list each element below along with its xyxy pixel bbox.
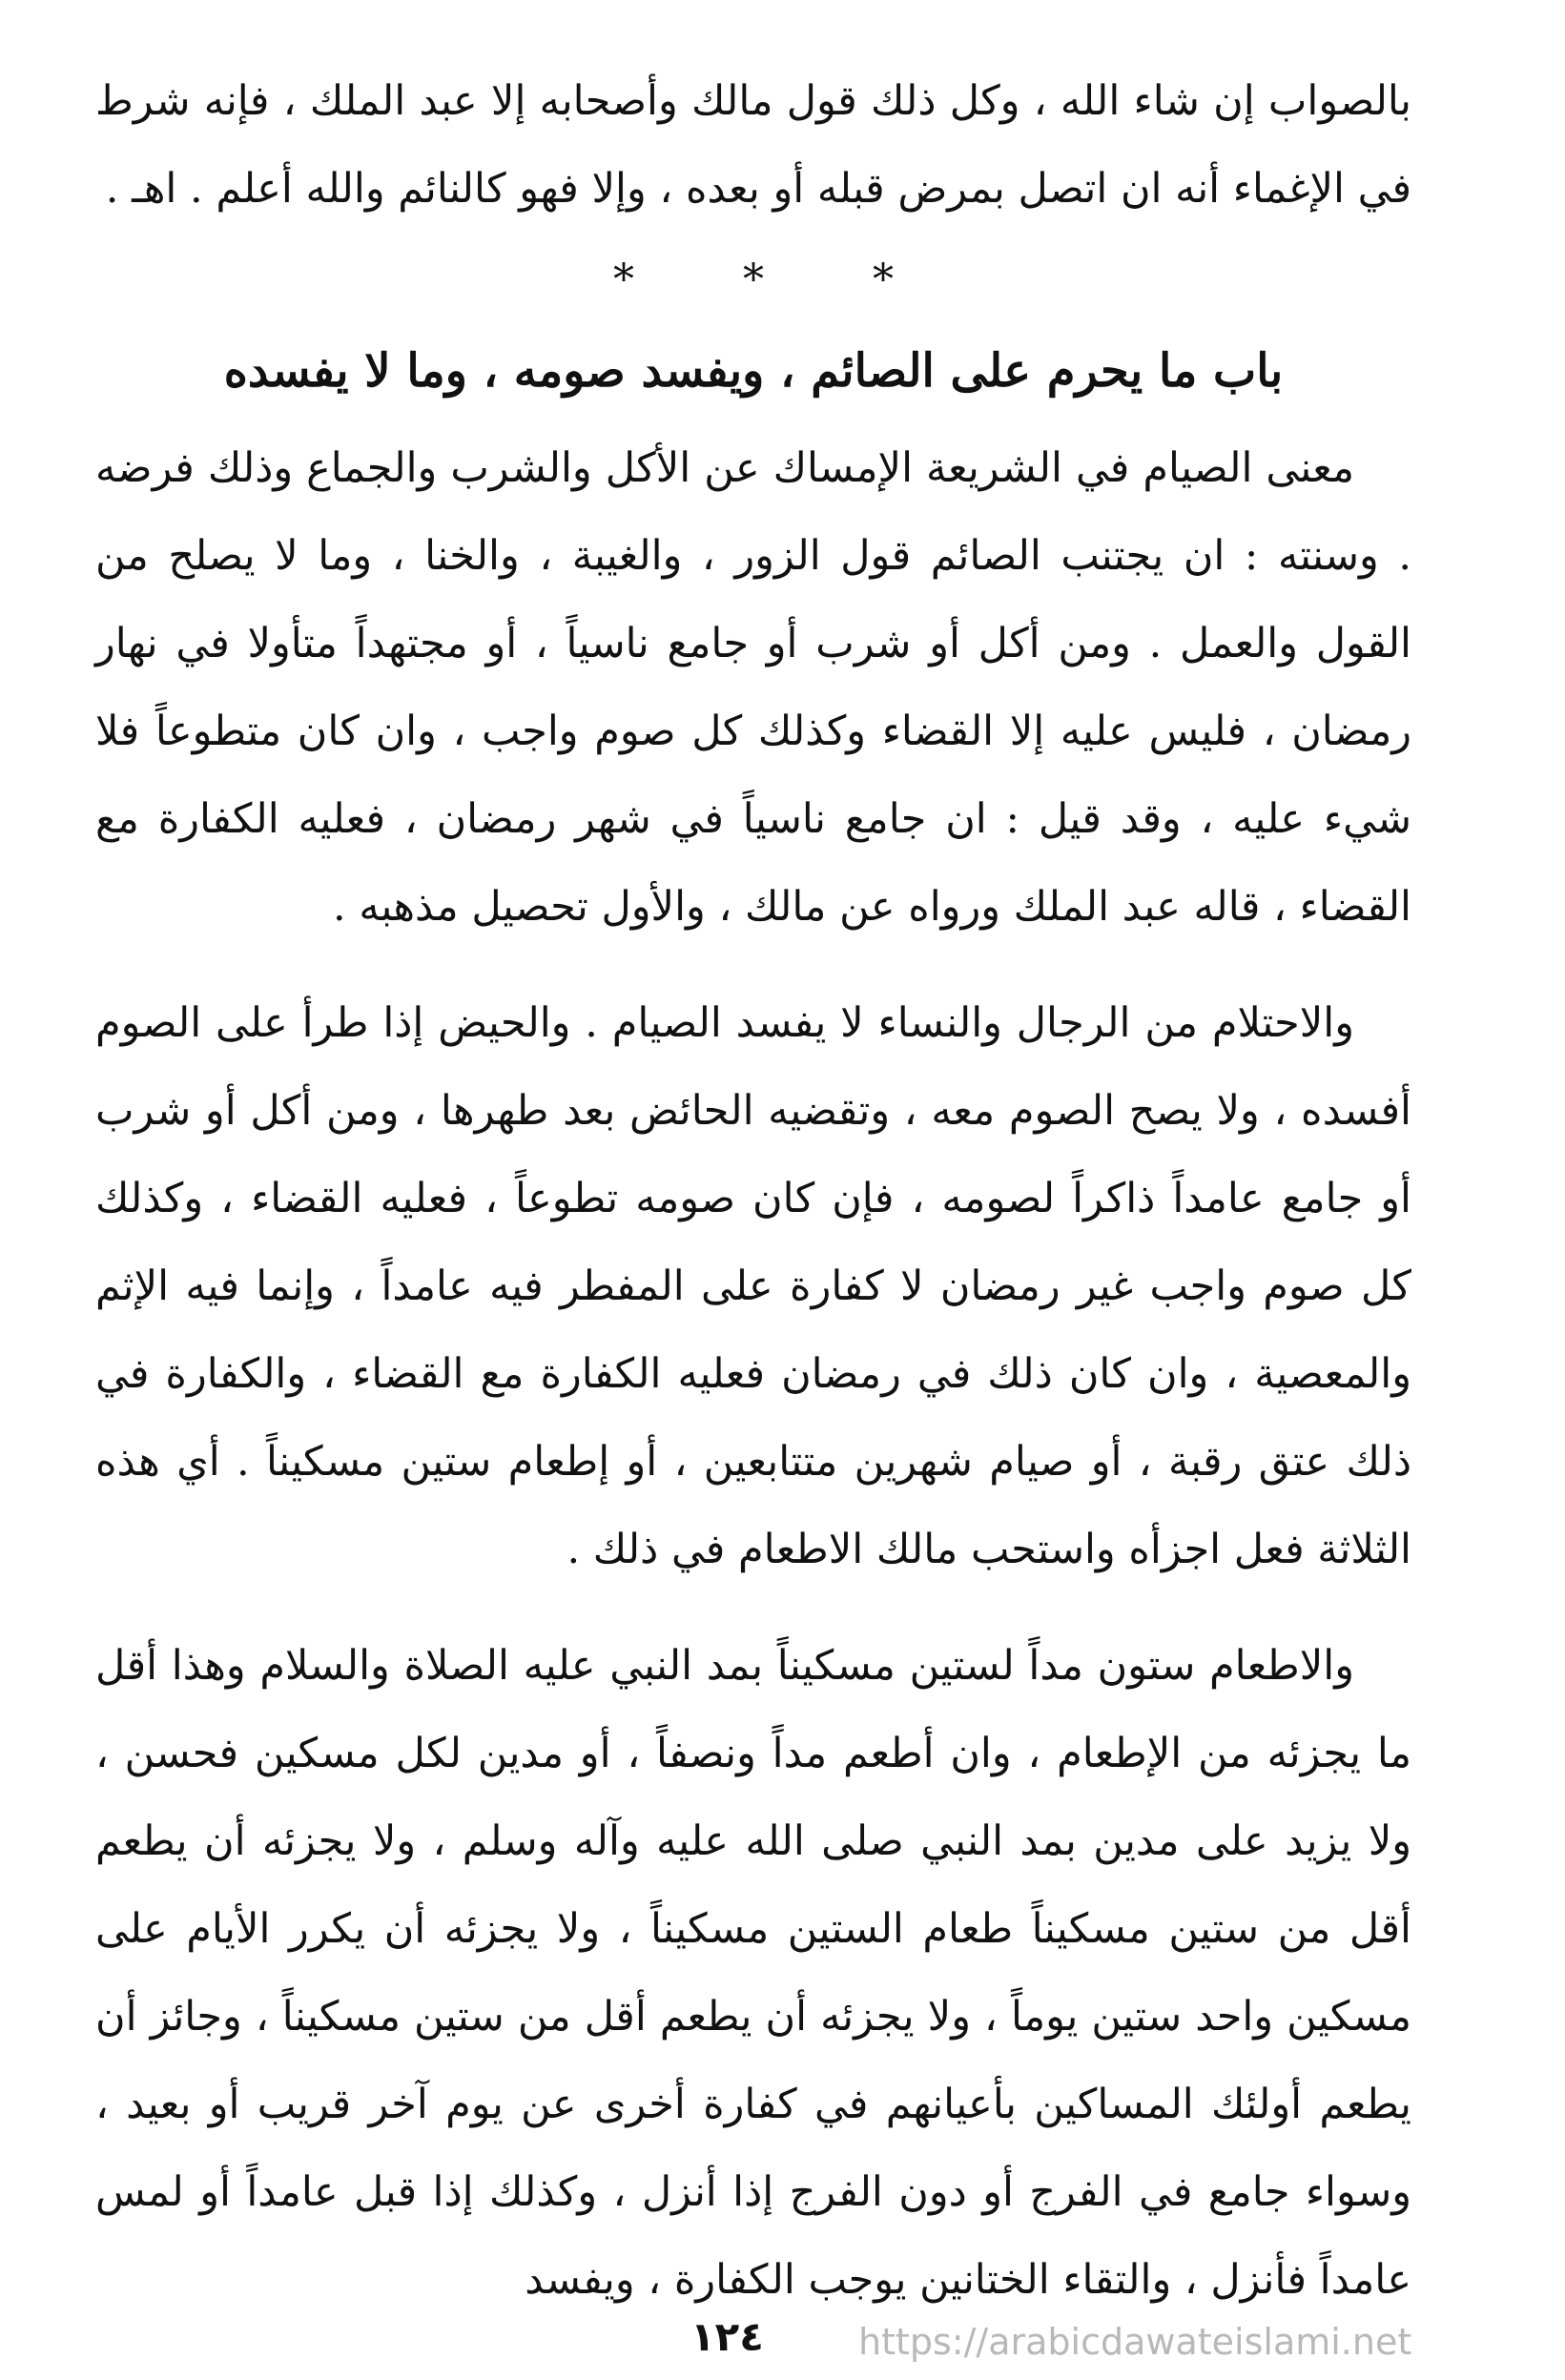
paragraph-gap	[95, 1593, 1411, 1622]
paragraph-gap	[95, 951, 1411, 979]
paragraph	[95, 424, 1411, 951]
paragraph-text: والاطعام ستون مداً لستين مسكيناً بمد النبي عليه الصلاة والسلام وهذا أقل ما يجزئه من الإطعام ، وان أطعم مداً ونصفاً ، أو مدين لكل مسكين فحسن ، ولا يزيد على مدين بمد النبي صلى الله عليه وآله وسلم ، ولا يجزئه أن يطعم أقل من ستين مسكيناً طعام الستين مسكيناً ، ولا يجزئه أن يكرر الأيام على مسكين واحد ستين يوماً ، ولا يجزئه أن يطعم أقل من ستين مسكيناً ، وجائز أن يطعم أولئك المساكين بأعيانهم في كفارة أخرى عن يوم آخر قريب أو بعيد ، وسواء جامع في الفرج أو دون الفرج إذا أنزل ، وكذلك إذا قبل عامداً أو لمس عامداً فأنزل ، والتقاء الختانين يوجب الكفارة ، ويفسد	[95, 1642, 1411, 2304]
page-body	[95, 57, 1411, 2327]
paragraph	[95, 1622, 1411, 2324]
paragraph-text: والاحتلام من الرجال والنساء لا يفسد الصيام . والحيض إذا طرأ على الصوم أفسده ، ولا يصح الصوم معه ، وتقضيه الحائض بعد طهرها ، ومن أكل أو شرب أو جامع عامداً ذاكراً لصومه ، فإن كان صومه تطوعاً ، فعليه القضاء ، وكذلك كل صوم واجب غير رمضان لا كفارة على المفطر فيه عامداً ، وإنما فيه الإثم والمعصية ، وان كان ذلك في رمضان فعليه الكفارة مع القضاء ، والكفارة في ذلك عتق رقبة ، أو صيام شهرين متتابعين ، أو إطعام ستين مسكيناً . أي هذه الثلاثة فعل اجزأه واستحب مالك الاطعام في ذلك .	[95, 999, 1411, 1573]
page-number: ١٢٤	[690, 2313, 764, 2360]
page-footer	[0, 2313, 1565, 2370]
watermark-url: https://arabicdawateislami.net	[858, 2321, 1412, 2363]
chapter-title: باب ما يحرم على الصائم ، ويفسد صومه ، وما لا يفسده	[223, 344, 1284, 398]
paragraph	[95, 979, 1411, 1593]
paragraph-continuation	[95, 57, 1411, 233]
section-separator: * * *	[613, 256, 941, 304]
paragraph-text: معنى الصيام في الشريعة الإمساك عن الأكل والشرب والجماع وذلك فرضه . وسنته : ان يجتنب الصائم قول الزور ، والغيبة ، والخنا ، وما لا يصلح من القول والعمل . ومن أكل أو شرب أو جامع ناسياً ، أو مجتهداً متأولا في نهار رمضان ، فليس عليه إلا القضاء وكذلك كل صوم واجب ، وان كان متطوعاً فلا شيء عليه ، وقد قيل : ان جامع ناسياً في شهر رمضان ، فعليه الكفارة مع القضاء ، قاله عبد الملك ورواه عن مالك ، والأول تحصيل مذهبه .	[95, 444, 1411, 931]
paragraph-text: بالصواب إن شاء الله ، وكل ذلك قول مالك وأصحابه إلا عبد الملك ، فإنه شرط في الإغماء أنه ان اتصل بمرض قبله أو بعده ، وإلا فهو كالنائم والله أعلم . اهـ .	[95, 77, 1411, 213]
